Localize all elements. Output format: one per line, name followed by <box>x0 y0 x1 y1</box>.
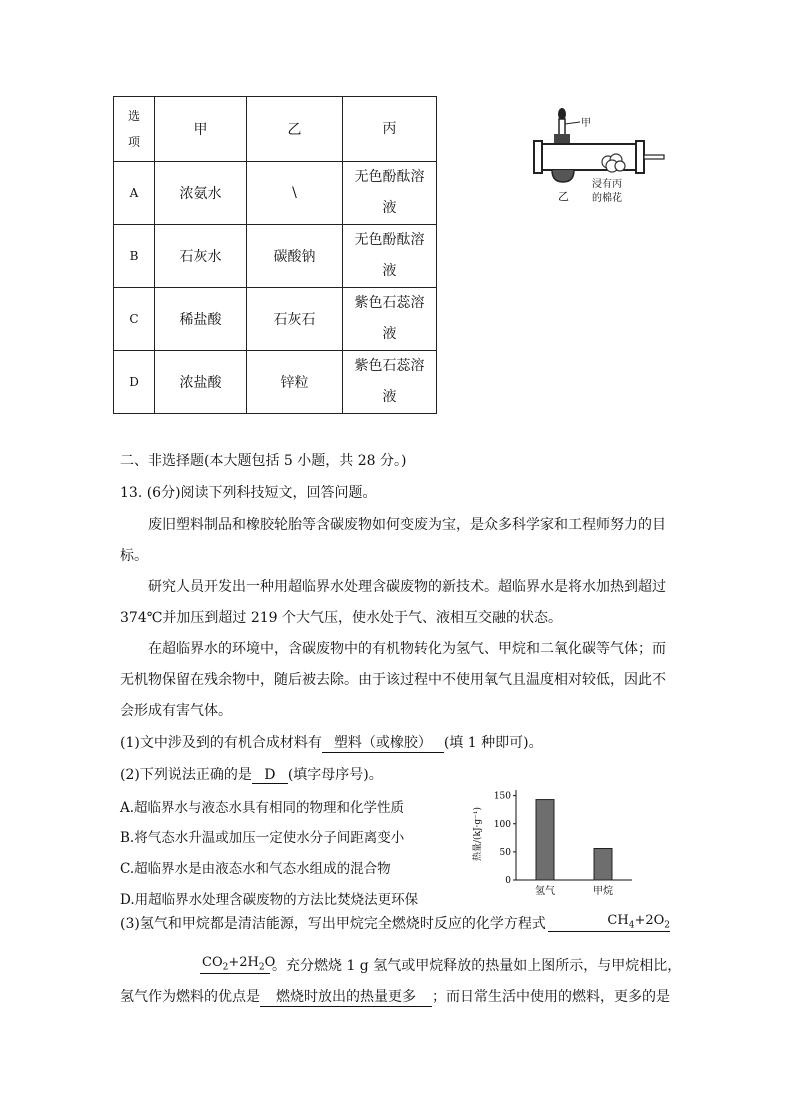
label-cotton-line1: 浸有丙 <box>592 179 622 190</box>
header-option-line: 项 <box>127 135 140 149</box>
sub-question-3-line3 <box>120 986 670 1007</box>
cell-yi: \ <box>247 162 343 225</box>
cell-bing <box>343 288 437 351</box>
header-option-line: 选 <box>127 109 140 123</box>
equation-lhs-blank <box>548 913 670 932</box>
cell-bing <box>343 162 437 225</box>
answer-3: 燃烧时放出的热量更多 <box>260 986 432 1007</box>
choice-b: B.将气态水升温或加压一定使水分子间距离变小 <box>120 830 405 846</box>
outlet-tube <box>644 155 664 159</box>
question-title: 13. (6分)阅读下列科技短文，回答问题。 <box>120 485 377 501</box>
chart-y-tick-label: 150 <box>493 791 511 802</box>
dropper-bulb <box>558 108 566 120</box>
section-title: 二、非选择题(本大题包括 5 小题，共 28 分。) <box>120 453 407 469</box>
chart-category-label: 甲烷 <box>593 886 613 897</box>
cell-bing <box>343 351 437 414</box>
options-table <box>113 96 437 414</box>
chart-category-label: 氢气 <box>535 886 555 897</box>
table-row <box>114 225 437 288</box>
cell-jia: 浓氨水 <box>155 162 247 225</box>
table-row <box>114 351 437 414</box>
chart-ylabel: 热量/(kJ·g⁻¹) <box>473 806 483 862</box>
passage-line: 研究人员开发出一种用超临界水处理含碳废物的新技术。超临界水是将水加热到超过 <box>148 579 666 595</box>
header-option <box>114 97 155 162</box>
passage-line: 标。 <box>120 548 148 564</box>
sub-question-3-line3-suffix: ；而日常生活中使用的燃料，更多的是 <box>432 989 670 1005</box>
passage-line: 无机物保留在残余物中，随后被去除。由于该过程中不使用氧气且温度相对较低，因此不 <box>120 672 666 688</box>
passage-line: 374℃并加压到超过 219 个大气压，使水处于气、液相互交融的状态。 <box>120 610 563 626</box>
sub-question-1-suffix: (填 1 种即可)。 <box>443 735 543 751</box>
sub-question-3-mid: 。充分燃烧 1 g 氢气或甲烷释放的热量如上图所示，与甲烷相比， <box>272 958 682 974</box>
answer-2: D <box>252 767 288 784</box>
bottom-well <box>552 170 574 182</box>
cell-bing-line: 无色酚酞溶 <box>354 169 425 185</box>
header-bing: 丙 <box>343 97 437 162</box>
sub-question-2 <box>120 764 383 784</box>
heat-bar-chart <box>468 784 640 902</box>
choice-a: A.超临界水与液态水具有相同的物理和化学性质 <box>120 800 405 816</box>
table-row <box>114 288 437 351</box>
label-yi: 乙 <box>558 190 569 203</box>
sub-question-2-suffix: (填字母序号)。 <box>287 767 383 783</box>
cell-yi: 碳酸钠 <box>247 225 343 288</box>
cell-option: A <box>114 162 155 225</box>
cell-bing-line: 紫色石蕊溶 <box>354 358 425 374</box>
tube-right-cap <box>636 141 644 173</box>
cell-jia: 稀盐酸 <box>155 288 247 351</box>
table-header-row <box>114 97 437 162</box>
cell-yi: 石灰石 <box>247 288 343 351</box>
equation-lhs: $CH_4+2O_2$ <box>607 913 670 931</box>
header-jia: 甲 <box>155 97 247 162</box>
passage-line: 废旧塑料制品和橡胶轮胎等含碳废物如何变废为宝，是众多科学家和工程师努力的目 <box>148 517 666 533</box>
label-cotton-line2: 的棉花 <box>592 193 622 204</box>
stopper <box>554 134 570 144</box>
table-row <box>114 162 437 225</box>
choice-d: D.用超临界水处理含碳废物的方法比焚烧法更环保 <box>120 892 419 908</box>
equation-rhs: $CO_2+2H_2O$ <box>202 955 276 973</box>
cell-bing <box>343 225 437 288</box>
cell-bing-line: 液 <box>382 326 397 342</box>
cell-option: C <box>114 288 155 351</box>
sub-question-3-line1 <box>120 913 546 933</box>
cell-option: B <box>114 225 155 288</box>
cell-bing-line: 液 <box>382 389 397 405</box>
cell-jia: 浓盐酸 <box>155 351 247 414</box>
header-yi: 乙 <box>247 97 343 162</box>
sub-question-2-prefix: (2)下列说法正确的是 <box>120 767 252 783</box>
sub-question-3-line3-prefix: 氢气作为燃料的优点是 <box>120 989 260 1005</box>
label-pointer <box>565 122 580 124</box>
cell-bing-line: 液 <box>382 200 397 216</box>
answer-1: 塑料（或橡胶） <box>322 732 444 753</box>
passage-line: 在超临界水的环境中，含碳废物中的有机物转化为氢气、甲烷和二氧化碳等气体；而 <box>148 641 666 657</box>
cell-bing-line: 紫色石蕊溶 <box>354 295 425 311</box>
apparatus-diagram <box>528 100 678 218</box>
choice-c: C.超临界水是由液态水和气态水组成的混合物 <box>120 861 391 877</box>
sub-question-3-prefix: (3)氢气和甲烷都是清洁能源，写出甲烷完全燃烧时反应的化学方程式 <box>120 916 546 932</box>
sub-question-1-prefix: (1)文中涉及到的有机合成材料有 <box>120 735 322 751</box>
cell-bing-line: 液 <box>382 263 397 279</box>
cell-option: D <box>114 351 155 414</box>
cell-jia: 石灰水 <box>155 225 247 288</box>
label-jia: 甲 <box>581 118 591 129</box>
chart-bar <box>536 800 554 880</box>
passage-line: 会形成有害气体。 <box>120 703 232 719</box>
chart-y-tick-label: 100 <box>493 819 511 830</box>
tube-left-cap <box>534 141 542 173</box>
chart-bar <box>594 849 612 881</box>
chart-y-tick-label: 0 <box>505 876 511 886</box>
cell-bing-line: 无色酚酞溶 <box>354 232 425 248</box>
cell-yi: 锌粒 <box>247 351 343 414</box>
chart-y-tick-label: 50 <box>499 847 511 858</box>
sub-question-1 <box>120 732 543 753</box>
equation-rhs-blank <box>200 955 276 974</box>
